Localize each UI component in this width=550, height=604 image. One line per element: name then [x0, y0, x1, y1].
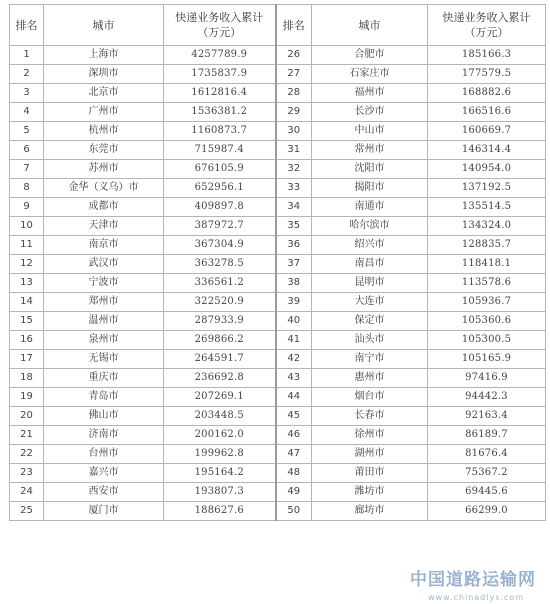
rank-cell: 26 — [276, 46, 312, 65]
rank-cell: 17 — [10, 350, 44, 369]
value-cell: 166516.6 — [428, 103, 546, 122]
table-row — [10, 312, 546, 331]
table-row — [10, 141, 546, 160]
city-cell: 广州市 — [44, 103, 164, 122]
value-cell: 160669.7 — [428, 122, 546, 141]
rank-cell: 9 — [10, 198, 44, 217]
rank-cell: 47 — [276, 445, 312, 464]
table-row — [10, 65, 546, 84]
value-cell: 193807.3 — [164, 483, 276, 502]
city-cell: 无锡市 — [44, 350, 164, 369]
header-rank-right: 排名 — [276, 5, 312, 46]
value-cell: 322520.9 — [164, 293, 276, 312]
rank-cell: 46 — [276, 426, 312, 445]
rank-cell: 41 — [276, 331, 312, 350]
table-row — [10, 103, 546, 122]
city-cell: 揭阳市 — [312, 179, 428, 198]
city-cell: 东莞市 — [44, 141, 164, 160]
rank-cell: 19 — [10, 388, 44, 407]
city-cell: 保定市 — [312, 312, 428, 331]
table-row — [10, 350, 546, 369]
rank-cell: 6 — [10, 141, 44, 160]
header-value-line2: （万元） — [464, 26, 509, 39]
value-cell: 203448.5 — [164, 407, 276, 426]
value-cell: 81676.4 — [428, 445, 546, 464]
rank-cell: 11 — [10, 236, 44, 255]
city-cell: 南通市 — [312, 198, 428, 217]
table-body — [10, 46, 546, 521]
value-cell: 207269.1 — [164, 388, 276, 407]
value-cell: 387972.7 — [164, 217, 276, 236]
value-cell: 195164.2 — [164, 464, 276, 483]
city-cell: 长春市 — [312, 407, 428, 426]
header-value-line1: 快递业务收入累计 — [442, 11, 531, 24]
value-cell: 363278.5 — [164, 255, 276, 274]
rank-cell: 28 — [276, 84, 312, 103]
rank-cell: 25 — [10, 502, 44, 521]
city-cell: 深圳市 — [44, 65, 164, 84]
city-cell: 哈尔滨市 — [312, 217, 428, 236]
value-cell: 168882.6 — [428, 84, 546, 103]
table-row — [10, 331, 546, 350]
value-cell: 75367.2 — [428, 464, 546, 483]
value-cell: 199962.8 — [164, 445, 276, 464]
rank-cell: 15 — [10, 312, 44, 331]
value-cell: 4257789.9 — [164, 46, 276, 65]
value-cell: 1612816.4 — [164, 84, 276, 103]
rank-cell: 4 — [10, 103, 44, 122]
value-cell: 715987.4 — [164, 141, 276, 160]
header-city-left: 城市 — [44, 5, 164, 46]
value-cell: 86189.7 — [428, 426, 546, 445]
rank-cell: 48 — [276, 464, 312, 483]
value-cell: 269866.2 — [164, 331, 276, 350]
table-row — [10, 160, 546, 179]
table-row — [10, 502, 546, 521]
table-row — [10, 84, 546, 103]
value-cell: 367304.9 — [164, 236, 276, 255]
table-row — [10, 445, 546, 464]
city-cell: 青岛市 — [44, 388, 164, 407]
city-cell: 福州市 — [312, 84, 428, 103]
rank-cell: 13 — [10, 274, 44, 293]
city-cell: 温州市 — [44, 312, 164, 331]
value-cell: 177579.5 — [428, 65, 546, 84]
value-cell: 1536381.2 — [164, 103, 276, 122]
rank-cell: 31 — [276, 141, 312, 160]
rank-cell: 20 — [10, 407, 44, 426]
city-cell: 湖州市 — [312, 445, 428, 464]
watermark-logo-text: 中国道路运输网 — [410, 570, 536, 590]
city-cell: 廊坊市 — [312, 502, 428, 521]
value-cell: 128835.7 — [428, 236, 546, 255]
city-cell: 南昌市 — [312, 255, 428, 274]
value-cell: 236692.8 — [164, 369, 276, 388]
value-cell: 92163.4 — [428, 407, 546, 426]
city-cell: 泉州市 — [44, 331, 164, 350]
rank-cell: 33 — [276, 179, 312, 198]
city-cell: 重庆市 — [44, 369, 164, 388]
city-cell: 南京市 — [44, 236, 164, 255]
value-cell: 118418.1 — [428, 255, 546, 274]
table-row — [10, 388, 546, 407]
city-cell: 天津市 — [44, 217, 164, 236]
value-cell: 1160873.7 — [164, 122, 276, 141]
city-cell: 烟台市 — [312, 388, 428, 407]
table-row — [10, 293, 546, 312]
rank-cell: 3 — [10, 84, 44, 103]
header-value-line2: （万元） — [197, 26, 242, 39]
rank-cell: 49 — [276, 483, 312, 502]
city-cell: 徐州市 — [312, 426, 428, 445]
table-header-row — [10, 5, 546, 46]
header-value-right — [428, 5, 546, 46]
table-row — [10, 122, 546, 141]
city-cell: 苏州市 — [44, 160, 164, 179]
value-cell: 676105.9 — [164, 160, 276, 179]
table-row — [10, 179, 546, 198]
city-cell: 厦门市 — [44, 502, 164, 521]
city-cell: 宁波市 — [44, 274, 164, 293]
value-cell: 146314.4 — [428, 141, 546, 160]
value-cell: 409897.8 — [164, 198, 276, 217]
city-cell: 昆明市 — [312, 274, 428, 293]
rank-cell: 30 — [276, 122, 312, 141]
rank-cell: 42 — [276, 350, 312, 369]
table-row — [10, 369, 546, 388]
table-row — [10, 464, 546, 483]
city-cell: 成都市 — [44, 198, 164, 217]
city-cell: 金华（义乌）市 — [44, 179, 164, 198]
city-cell: 石家庄市 — [312, 65, 428, 84]
rank-cell: 34 — [276, 198, 312, 217]
rank-cell: 22 — [10, 445, 44, 464]
rank-cell: 43 — [276, 369, 312, 388]
table-row — [10, 198, 546, 217]
value-cell: 69445.6 — [428, 483, 546, 502]
rank-cell: 27 — [276, 65, 312, 84]
rank-cell: 5 — [10, 122, 44, 141]
city-cell: 台州市 — [44, 445, 164, 464]
city-cell: 西安市 — [44, 483, 164, 502]
watermark-url: www.chinadlys.com — [428, 593, 524, 602]
city-cell: 合肥市 — [312, 46, 428, 65]
city-cell: 佛山市 — [44, 407, 164, 426]
rank-cell: 50 — [276, 502, 312, 521]
city-cell: 潍坊市 — [312, 483, 428, 502]
rank-cell: 37 — [276, 255, 312, 274]
value-cell: 113578.6 — [428, 274, 546, 293]
rank-cell: 12 — [10, 255, 44, 274]
table-row — [10, 426, 546, 445]
table-row — [10, 255, 546, 274]
rank-cell: 40 — [276, 312, 312, 331]
value-cell: 105165.9 — [428, 350, 546, 369]
rank-cell: 36 — [276, 236, 312, 255]
header-value-line1: 快递业务收入累计 — [175, 11, 264, 24]
table-row — [10, 236, 546, 255]
value-cell: 287933.9 — [164, 312, 276, 331]
table-row — [10, 274, 546, 293]
rank-cell: 24 — [10, 483, 44, 502]
value-cell: 185166.3 — [428, 46, 546, 65]
city-cell: 北京市 — [44, 84, 164, 103]
city-cell: 杭州市 — [44, 122, 164, 141]
value-cell: 652956.1 — [164, 179, 276, 198]
value-cell: 134324.0 — [428, 217, 546, 236]
express-revenue-ranking-table — [9, 4, 546, 521]
value-cell: 200162.0 — [164, 426, 276, 445]
city-cell: 郑州市 — [44, 293, 164, 312]
header-city-right: 城市 — [312, 5, 428, 46]
rank-cell: 18 — [10, 369, 44, 388]
rank-cell: 29 — [276, 103, 312, 122]
value-cell: 105360.6 — [428, 312, 546, 331]
header-rank-left: 排名 — [10, 5, 44, 46]
value-cell: 1735837.9 — [164, 65, 276, 84]
value-cell: 135514.5 — [428, 198, 546, 217]
rank-cell: 8 — [10, 179, 44, 198]
table-row — [10, 483, 546, 502]
rank-cell: 7 — [10, 160, 44, 179]
value-cell: 66299.0 — [428, 502, 546, 521]
rank-cell: 14 — [10, 293, 44, 312]
value-cell: 105936.7 — [428, 293, 546, 312]
city-cell: 嘉兴市 — [44, 464, 164, 483]
city-cell: 莆田市 — [312, 464, 428, 483]
value-cell: 140954.0 — [428, 160, 546, 179]
rank-cell: 1 — [10, 46, 44, 65]
rank-cell: 39 — [276, 293, 312, 312]
value-cell: 264591.7 — [164, 350, 276, 369]
city-cell: 绍兴市 — [312, 236, 428, 255]
rank-cell: 16 — [10, 331, 44, 350]
value-cell: 97416.9 — [428, 369, 546, 388]
value-cell: 94442.3 — [428, 388, 546, 407]
city-cell: 常州市 — [312, 141, 428, 160]
table-row — [10, 217, 546, 236]
table-row — [10, 46, 546, 65]
rank-cell: 45 — [276, 407, 312, 426]
city-cell: 南宁市 — [312, 350, 428, 369]
city-cell: 武汉市 — [44, 255, 164, 274]
value-cell: 105300.5 — [428, 331, 546, 350]
table-row — [10, 407, 546, 426]
rank-cell: 2 — [10, 65, 44, 84]
value-cell: 137192.5 — [428, 179, 546, 198]
rank-cell: 21 — [10, 426, 44, 445]
rank-cell: 38 — [276, 274, 312, 293]
rank-cell: 35 — [276, 217, 312, 236]
city-cell: 上海市 — [44, 46, 164, 65]
value-cell: 336561.2 — [164, 274, 276, 293]
city-cell: 长沙市 — [312, 103, 428, 122]
city-cell: 大连市 — [312, 293, 428, 312]
city-cell: 惠州市 — [312, 369, 428, 388]
header-value-left — [164, 5, 276, 46]
city-cell: 沈阳市 — [312, 160, 428, 179]
rank-cell: 44 — [276, 388, 312, 407]
rank-cell: 23 — [10, 464, 44, 483]
rank-cell: 32 — [276, 160, 312, 179]
city-cell: 汕头市 — [312, 331, 428, 350]
city-cell: 中山市 — [312, 122, 428, 141]
value-cell: 188627.6 — [164, 502, 276, 521]
rank-cell: 10 — [10, 217, 44, 236]
city-cell: 济南市 — [44, 426, 164, 445]
